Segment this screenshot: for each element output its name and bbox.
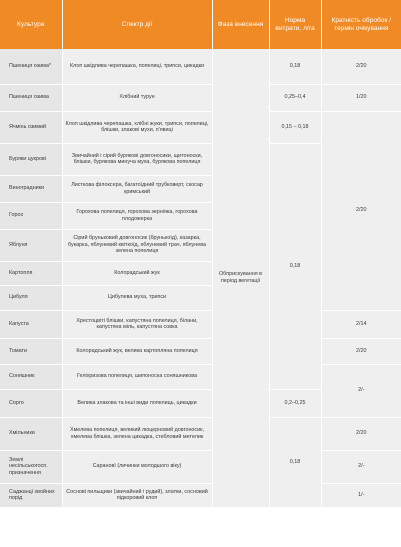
frequency-cell: 1/20 [321, 84, 401, 111]
header-norm: Норма витрати, л/га [269, 0, 321, 49]
header-spectrum: Спектр дії [62, 0, 212, 49]
frequency-cell: 2/20 [321, 338, 401, 364]
frequency-cell: 1/- [321, 483, 401, 507]
crop-cell: Буряки цукрові [0, 143, 62, 175]
table-row [0, 310, 401, 338]
spectrum-cell: Колорадський жук [62, 261, 212, 285]
crop-cell: Саджанці хвойних порід [0, 483, 62, 507]
table-row [0, 364, 401, 389]
crop-cell: Капуста [0, 310, 62, 338]
spectrum-cell: Хлібний турун [62, 84, 212, 111]
crop-cell: Сорго [0, 389, 62, 417]
spectrum-cell: Сарановї (личинки молодшого віку) [62, 450, 212, 483]
crop-cell: Соняшник [0, 364, 62, 389]
norm-cell: 0,18 [269, 143, 321, 389]
spectrum-cell: Сірий бруньковий довгоносик (брунькоїд), казарка, букарка, яблуневий квіткоїд, яблуневий трач, яблунева зелена попелиця [62, 229, 212, 261]
spectrum-cell: Горохова попелиця, горохова зерніяка, горохова плодожерка [62, 202, 212, 229]
crop-cell: Яблуня [0, 229, 62, 261]
spectrum-cell: Колорадський жук, велика картопляна попелиця [62, 338, 212, 364]
phase-cell: Обприскування в період вегетації [212, 49, 269, 507]
spectrum-cell: Велика злакова та інші види попелиць, цикадки [62, 389, 212, 417]
crop-cell: Пшениця озима [0, 84, 62, 111]
crop-cell: Картопля [0, 261, 62, 285]
spectrum-cell: Клоп шкідлива черепашка, хлібні жуки, трипси, попелиці, блішки, злакові мухи, п'явиці [62, 111, 212, 143]
spectrum-cell: Хрестоцвіті блішки, капустяна попелиця, білани, капустяна міль, капустяна совка [62, 310, 212, 338]
spectrum-cell: Клоп шкідлива черепашка, попелиці, трипси, цикадки [62, 49, 212, 84]
table-row [0, 111, 401, 143]
norm-cell: 0,2–0,25 [269, 389, 321, 417]
table-row [0, 483, 401, 507]
frequency-cell: 2/20 [321, 111, 401, 310]
table-row [0, 417, 401, 450]
table-row [0, 84, 401, 111]
norm-cell: 0,25–0,4 [269, 84, 321, 111]
table-row [0, 49, 401, 84]
spectrum-cell: Звичайний і сірий бурякові довгоносики, щитоноски, блішки, бурякова минуча муха, бурякова попелиця [62, 143, 212, 175]
header-phase: Фаза внесення [212, 0, 269, 49]
table-header-row [0, 0, 401, 49]
frequency-cell: 2/- [321, 450, 401, 483]
header-frequency: Кратність обробок / термін очікування [321, 0, 401, 49]
crop-cell: Землі несільськогосп. призначення [0, 450, 62, 483]
spectrum-cell: Соснові пильщики (звичайний і рудий), златки, сосновий підкоровий клоп [62, 483, 212, 507]
crop-cell: Ячмінь озимий [0, 111, 62, 143]
frequency-cell: 2/- [321, 364, 401, 417]
spectrum-cell: Цибулева муха, трипси [62, 285, 212, 310]
norm-cell: 0,15 – 0,18 [269, 111, 321, 143]
crop-cell: Томати [0, 338, 62, 364]
spectrum-cell: Геліхризова попелиця, шипоноска соняшникова [62, 364, 212, 389]
crop-cell: Пшениця озима* [0, 49, 62, 84]
table-row [0, 450, 401, 483]
crop-cell: Цибуля [0, 285, 62, 310]
norm-cell: 0,18 [269, 49, 321, 84]
spectrum-cell: Листкова філоксера, багатоїдний трубковерт, скосар кримський [62, 175, 212, 202]
header-crop: Культура [0, 0, 62, 49]
crop-cell: Виноградники [0, 175, 62, 202]
frequency-cell: 2/14 [321, 310, 401, 338]
table-row [0, 338, 401, 364]
crop-cell: Хмільники [0, 417, 62, 450]
frequency-cell: 2/20 [321, 49, 401, 84]
norm-cell: 0,18 [269, 417, 321, 507]
frequency-cell: 2/20 [321, 417, 401, 450]
spectrum-cell: Хмелева попелиця, великий люцерновий довгоносик, хмелева блішка, зелена цикадка, стебловий метелик [62, 417, 212, 450]
crop-cell: Горох [0, 202, 62, 229]
